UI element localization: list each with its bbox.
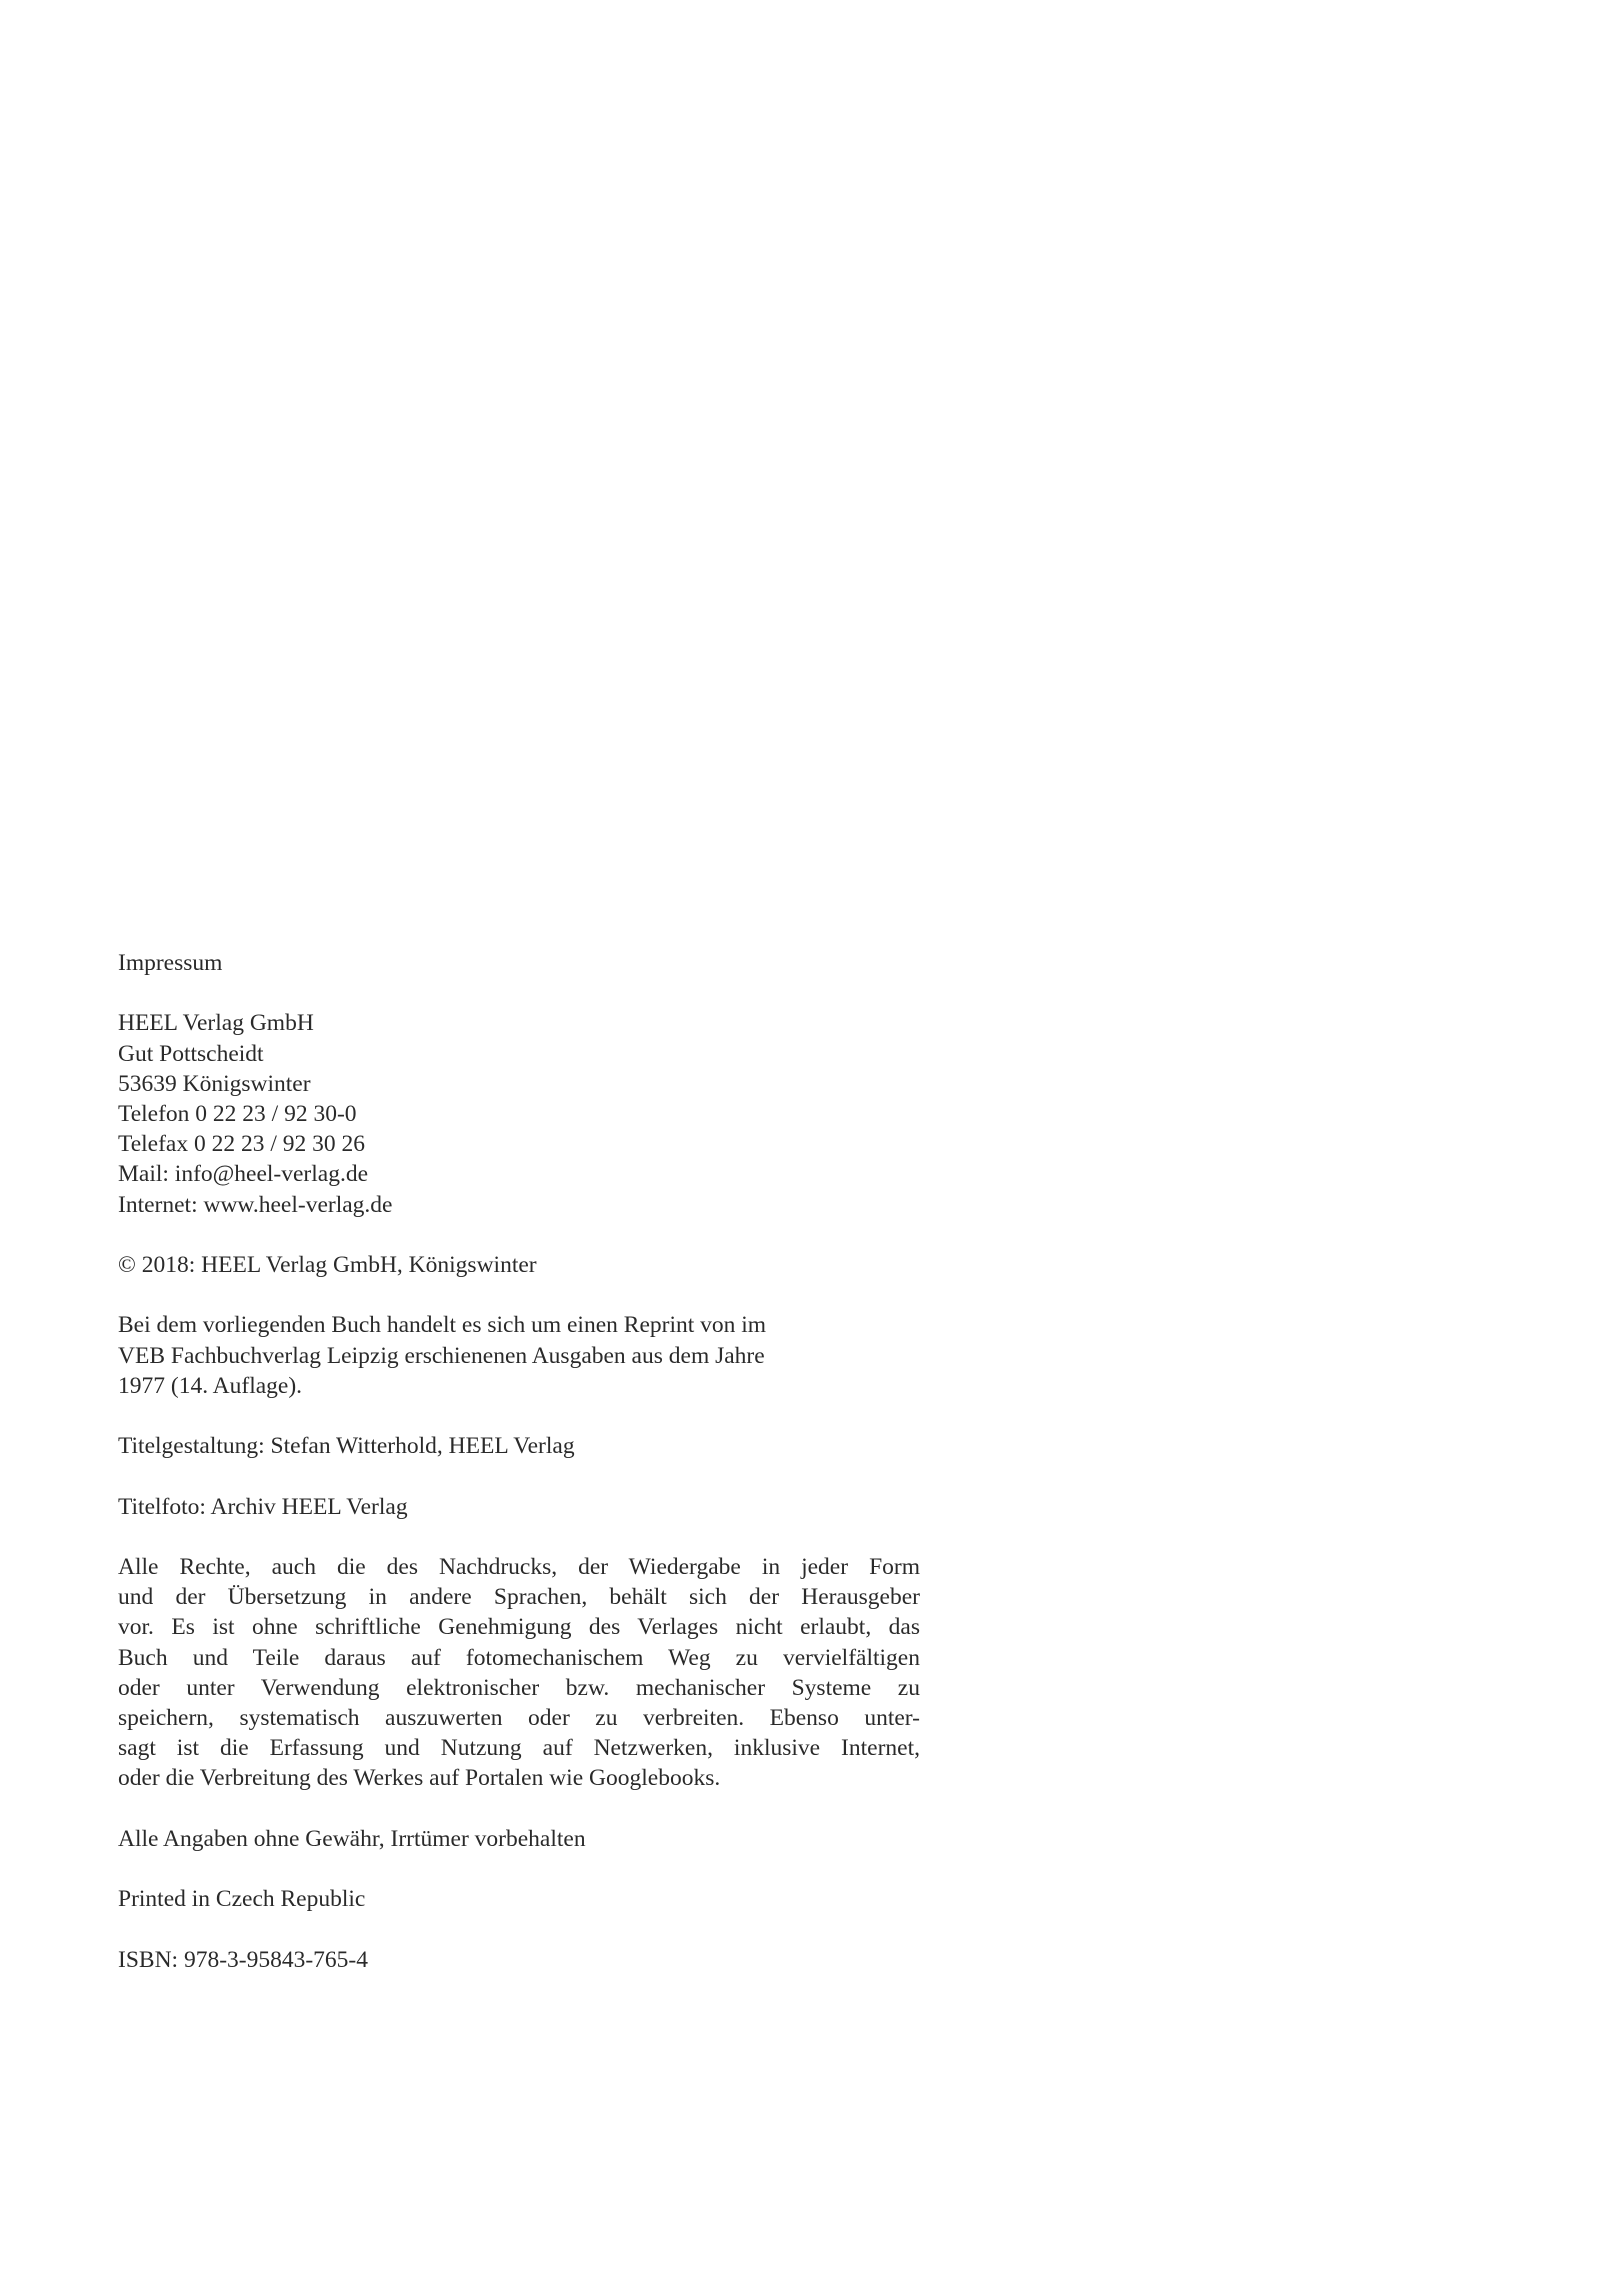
- reprint-note-line: 1977 (14. Auflage).: [118, 1372, 303, 1399]
- printed-in: Printed in Czech Republic: [118, 1886, 366, 1913]
- disclaimer: Alle Angaben ohne Gewähr, Irrtümer vorbehalten: [118, 1825, 586, 1852]
- publisher-mail: Mail: info@heel-verlag.de: [118, 1161, 369, 1188]
- rights-notice-line: oder unter Verwendung elektronischer bzw. mechanischer Systeme zu: [118, 1674, 920, 1701]
- impressum-heading-paragraph: [118, 948, 920, 978]
- disclaimer-paragraph: [118, 1824, 920, 1854]
- reprint-note-line: Bei dem vorliegenden Buch handelt es sich um einen Reprint von im: [118, 1312, 767, 1339]
- rights-notice-line: sagt ist die Erfassung und Nutzung auf Netzwerken, inklusive Internet,: [118, 1735, 920, 1762]
- rights-notice-line: oder die Verbreitung des Werkes auf Portalen wie Googlebooks.: [118, 1765, 721, 1792]
- copyright-notice: © 2018: HEEL Verlag GmbH, Königswinter: [118, 1252, 537, 1278]
- cover-photo-paragraph: [118, 1492, 920, 1522]
- copyright-paragraph: [118, 1250, 920, 1280]
- publisher-phone: Telefon 0 22 23 / 92 30-0: [118, 1101, 357, 1127]
- publisher-address: [118, 1008, 920, 1219]
- reprint-note-line: VEB Fachbuchverlag Leipzig erschienenen Ausgaben aus dem Jahre: [118, 1342, 765, 1369]
- publisher-city: 53639 Königswinter: [118, 1070, 311, 1097]
- cover-design-credit: Titelgestaltung: Stefan Witterhold, HEEL Verlag: [118, 1433, 575, 1460]
- impressum-block: [118, 948, 920, 2005]
- isbn: ISBN: 978-3-95843-765-4: [118, 1946, 368, 1973]
- publisher-name: HEEL Verlag GmbH: [118, 1010, 314, 1037]
- rights-notice: [118, 1552, 920, 1794]
- impressum-heading: Impressum: [118, 950, 223, 976]
- printed-paragraph: [118, 1884, 920, 1914]
- rights-notice-line: und der Übersetzung in andere Sprachen, behält sich der Herausgeber: [118, 1584, 920, 1611]
- rights-notice-line: Alle Rechte, auch die des Nachdrucks, der Wiedergabe in jeder Form: [118, 1553, 920, 1580]
- isbn-paragraph: [118, 1945, 920, 1975]
- cover-photo-credit: Titelfoto: Archiv HEEL Verlag: [118, 1493, 408, 1520]
- publisher-street: Gut Pottscheidt: [118, 1040, 264, 1067]
- cover-design-paragraph: [118, 1431, 920, 1461]
- rights-notice-line: vor. Es ist ohne schriftliche Genehmigung des Verlages nicht erlaubt, das: [118, 1614, 920, 1641]
- publisher-fax: Telefax 0 22 23 / 92 30 26: [118, 1131, 366, 1158]
- rights-notice-line: Buch und Teile daraus auf fotomechanischem Weg zu vervielfältigen: [118, 1644, 920, 1671]
- publisher-internet: Internet: www.heel-verlag.de: [118, 1191, 393, 1218]
- reprint-note: [118, 1310, 920, 1401]
- rights-notice-line: speichern, systematisch auszuwerten oder zu verbreiten. Ebenso unter-: [118, 1704, 920, 1731]
